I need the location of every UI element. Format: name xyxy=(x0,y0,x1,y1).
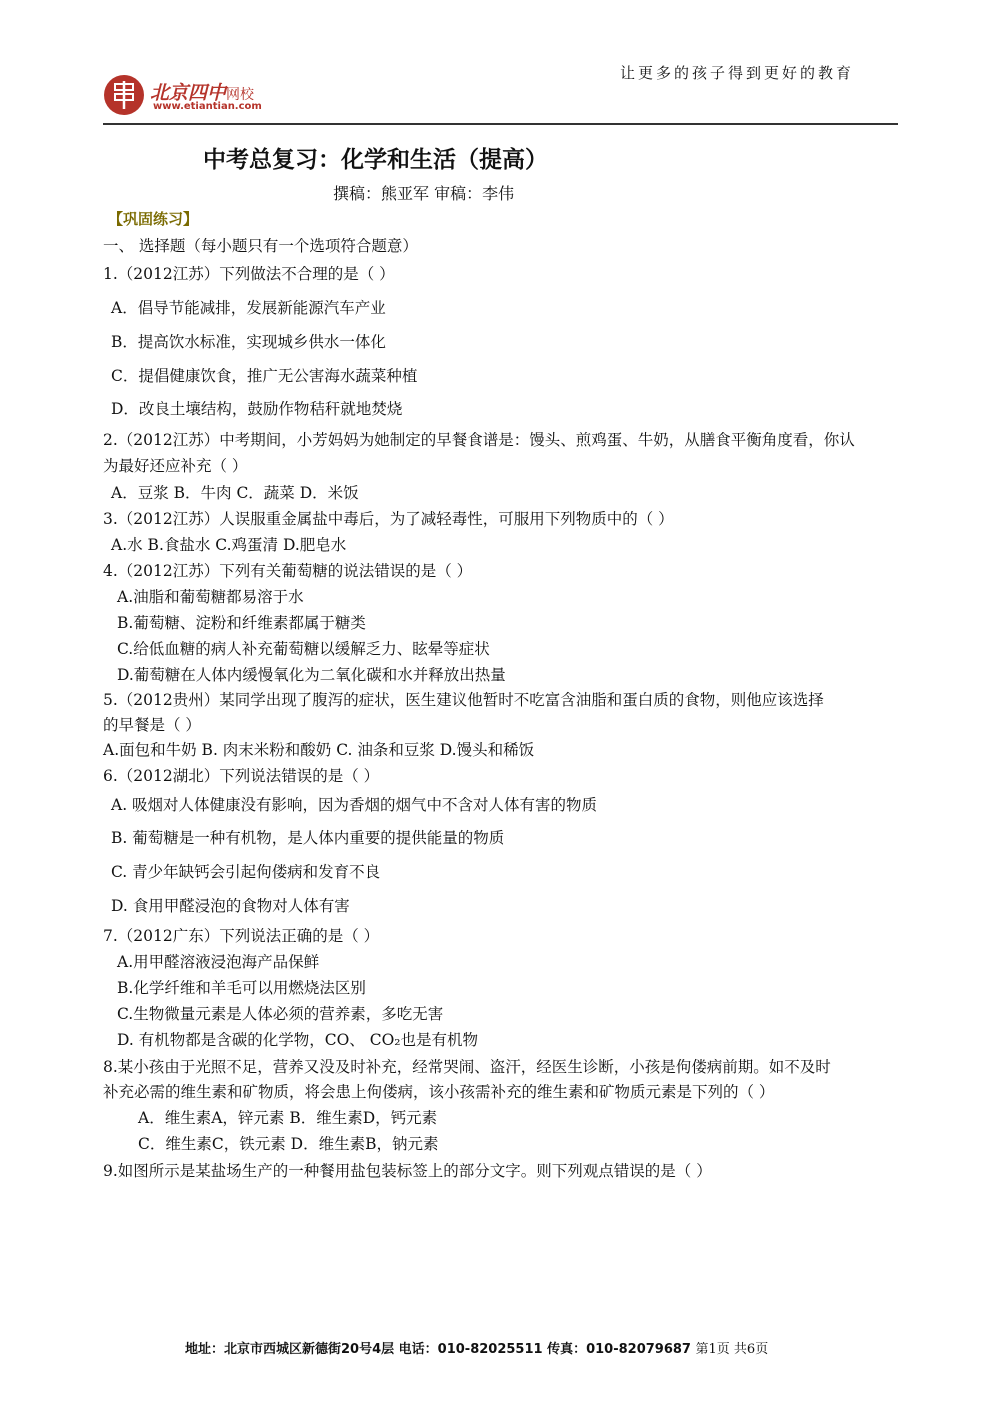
footer-address: 地址：北京市西城区新德街20号4层 电话：010-82025511 传真：010-82079687 xyxy=(185,1342,691,1357)
question-line: B. 葡萄糖是一种有机物，是人体内重要的提供能量的物质 xyxy=(111,829,505,847)
question-line: A.油脂和葡萄糖都易溶于水 xyxy=(117,588,304,606)
question-line: 8.某小孩由于光照不足，营养又没及时补充，经常哭闹、盗汗，经医生诊断，小孩是佝偻病前期。如不及时 xyxy=(103,1058,831,1076)
question-line: 3.（2012江苏）人误服重金属盐中毒后，为了减轻毒性，可服用下列物质中的（ ） xyxy=(103,510,674,528)
question-line: C.给低血糖的病人补充葡萄糖以缓解乏力、眩晕等症状 xyxy=(117,640,490,658)
question-line: C．维生素C，铁元素 D．维生素B，钠元素 xyxy=(138,1135,439,1153)
question-line: B.化学纤维和羊毛可以用燃烧法区别 xyxy=(117,979,366,997)
document-title: 中考总复习：化学和生活（提高） xyxy=(203,147,548,173)
question-line: D. 有机物都是含碳的化学物，CO、 CO₂也是有机物 xyxy=(117,1031,479,1049)
question-line: 补充必需的维生素和矿物质，将会患上佝偻病，该小孩需补充的维生素和矿物质元素是下列的（ ） xyxy=(103,1083,775,1101)
question-line: 为最好还应补充（ ） xyxy=(103,457,248,475)
question-line: A.面包和牛奶 B. 肉末米粉和酸奶 C. 油条和豆浆 D.馒头和稀饭 xyxy=(103,741,535,759)
question-line: D. 食用甲醛浸泡的食物对人体有害 xyxy=(111,897,350,915)
question-line: A．倡导节能减排，发展新能源汽车产业 xyxy=(111,299,386,317)
question-line: 1.（2012江苏）下列做法不合理的是（ ） xyxy=(103,265,395,283)
page-footer xyxy=(185,1338,768,1357)
question-line: A．豆浆 B．牛肉 C．蔬菜 D．米饭 xyxy=(111,484,359,502)
logo-emblem xyxy=(104,75,144,115)
question-line: 的早餐是（ ） xyxy=(103,716,201,734)
question-line: D．改良土壤结构，鼓励作物秸秆就地焚烧 xyxy=(111,400,403,418)
logo-name-suffix: 网校 xyxy=(226,87,255,103)
logo-name-main: 北京四中 xyxy=(150,82,227,104)
question-line: 4.（2012江苏）下列有关葡萄糖的说法错误的是（ ） xyxy=(103,562,473,580)
question-line: A.水 B.食盐水 C.鸡蛋清 D.肥皂水 xyxy=(111,536,347,554)
header-divider xyxy=(103,123,898,125)
logo-url: www.etiantian.com xyxy=(153,101,262,112)
question-line: 5.（2012贵州）某同学出现了腹泻的症状，医生建议他暂时不吃富含油脂和蛋白质的食物，则他应该选择 xyxy=(103,691,824,709)
question-line: B．提高饮水标准，实现城乡供水一体化 xyxy=(111,333,386,351)
question-line: C.生物微量元素是人体必须的营养素，多吃无害 xyxy=(117,1005,444,1023)
question-line: A.用甲醛溶液浸泡海产品保鲜 xyxy=(117,953,320,971)
question-line: 2.（2012江苏）中考期间，小芳妈妈为她制定的早餐食谱是：馒头、煎鸡蛋、牛奶，从膳食平衡角度看，你认 xyxy=(103,431,855,449)
question-line: D.葡萄糖在人体内缓慢氧化为二氧化碳和水并释放出热量 xyxy=(117,666,506,684)
question-line: A. 吸烟对人体健康没有影响，因为香烟的烟气中不含对人体有害的物质 xyxy=(111,796,598,814)
section-heading: 【巩固练习】 xyxy=(108,210,199,228)
logo-glyph-icon xyxy=(112,81,136,109)
question-line: C．提倡健康饮食，推广无公害海水蔬菜种植 xyxy=(111,367,418,385)
question-line: 7.（2012广东）下列说法正确的是（ ） xyxy=(103,927,380,945)
document-authors: 撰稿：熊亚军 审稿：李伟 xyxy=(333,184,515,203)
footer-page-number: 第1页 共6页 xyxy=(695,1342,769,1357)
question-line: B.葡萄糖、淀粉和纤维素都属于糖类 xyxy=(117,614,366,632)
header-slogan: 让更多的孩子得到更好的教育 xyxy=(620,64,855,82)
question-line: A．维生素A，锌元素 B．维生素D，钙元素 xyxy=(138,1109,438,1127)
question-line: 9.如图所示是某盐场生产的一种餐用盐包装标签上的部分文字。则下列观点错误的是（ ） xyxy=(103,1162,712,1180)
question-line: 6.（2012湖北）下列说法错误的是（ ） xyxy=(103,767,380,785)
question-line: C. 青少年缺钙会引起佝偻病和发育不良 xyxy=(111,863,381,881)
question-line: 一、 选择题（每小题只有一个选项符合题意） xyxy=(103,237,418,255)
